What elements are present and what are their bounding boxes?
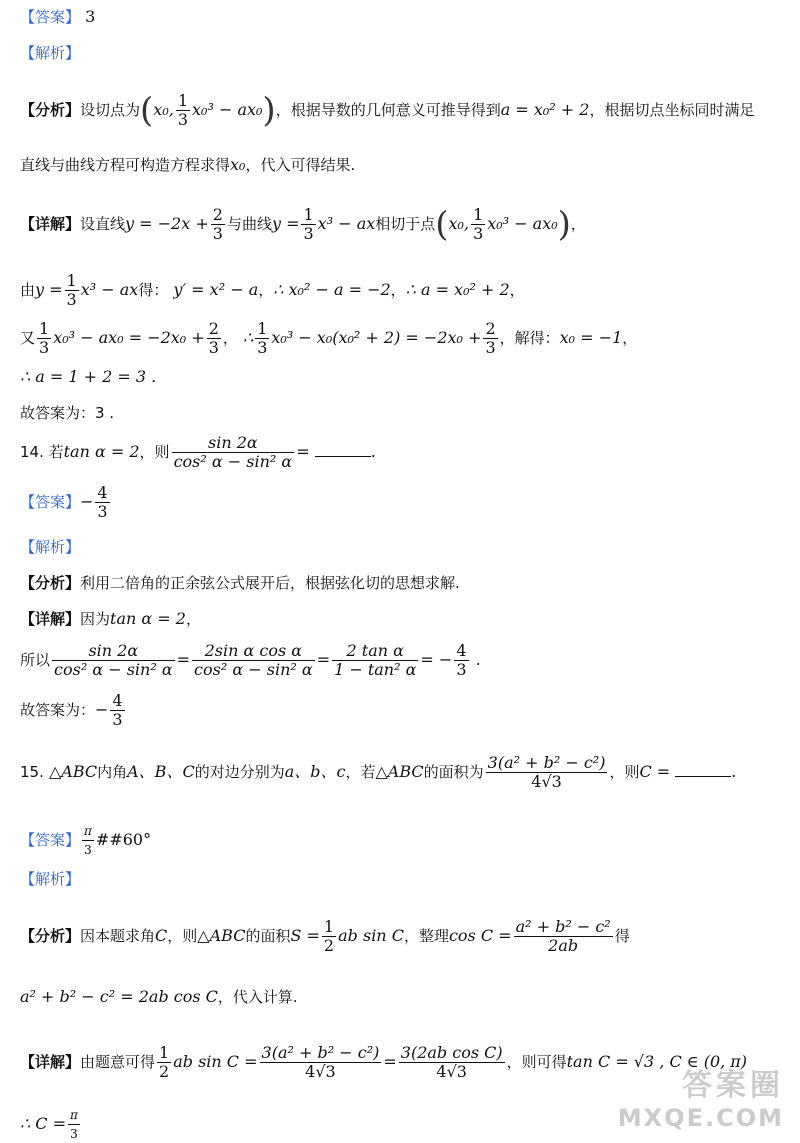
fraction: $\frac{4}{3}$ (456, 641, 467, 679)
detail-text: 与曲线 (226, 215, 272, 233)
equals: = (316, 650, 331, 669)
math-expr: △ABC (48, 762, 98, 781)
q13-final (20, 402, 114, 424)
q15-answer-line (20, 822, 151, 859)
math-expr: x₀ = −1 (559, 328, 623, 347)
watermark-logo (618, 1060, 784, 1132)
punct: ， (185, 610, 201, 628)
math-expr: x₀ (230, 155, 246, 174)
fenxi-tag: 【分析】 (20, 101, 81, 119)
fenxi-text: ，整理 (403, 927, 449, 945)
math-expr: x₀³ − ax₀ (192, 100, 263, 119)
math-expr: tan α = 2 (110, 609, 186, 628)
q14-fenxi-line (20, 572, 460, 594)
punct: ， (509, 281, 525, 299)
fraction: $\frac{\text{3(a² + b² − c²)}}{4√3}$ (487, 753, 606, 791)
fraction: $\frac{\sin 2\alpha}{\text{cos² α − sin² α}}$ (173, 433, 293, 471)
fraction: $\frac{1}{3}$ (473, 205, 484, 243)
math-expr: a、b、c (284, 762, 346, 781)
math-expr: a = x₀² + 2 (500, 100, 590, 119)
question-number: 14. 若 (20, 443, 64, 461)
math-expr: ab sin C = (173, 1052, 258, 1071)
math-expr: ∴ a = x₀² + 2 (405, 280, 510, 299)
q13-you-line: 由y = $\frac{1}{3}$ x³ − ax得： y′ = x² − a，∴ x₀² − a = −2，∴ a = x₀² + 2， (20, 271, 525, 309)
q13-you2-line (20, 320, 637, 357)
stem-text: ，则 (139, 443, 170, 461)
fraction: $\frac{1}{3}$ (177, 91, 189, 129)
fenxi-text: 设切点为 (80, 101, 141, 119)
q14-final (20, 692, 127, 729)
punct: ， (390, 281, 406, 299)
math-expr: ab sin C (338, 926, 404, 945)
q14-answer-line (20, 484, 112, 521)
fenxi-text: 因本题求角 (80, 927, 156, 945)
punct: . (475, 650, 481, 669)
q15-analysis-line (20, 868, 80, 890)
detail-tag: 【详解】 (20, 610, 81, 628)
math-expr: tan α = 2 (63, 442, 140, 461)
fraction: $\frac{\text{3(2ab cos C)}}{4√3}$ (400, 1043, 503, 1081)
solve-text: ，解得： (499, 329, 560, 347)
detail-text: 相切于点 (375, 215, 436, 233)
fraction: $\frac{2}{3}$ (208, 319, 219, 357)
fraction: $\frac{\pi}{3}$ (70, 1108, 78, 1141)
fenxi-text: ，则 (167, 927, 198, 945)
math-expr: C (155, 926, 168, 945)
equals: = (383, 1052, 397, 1071)
fraction: $\frac{1}{2}$ (323, 917, 335, 955)
stem-text: 的面积为 (423, 763, 484, 781)
math-expr: C = (639, 762, 671, 781)
q13-fenxi-line1: 【分析】设切点为(x₀, $\frac{1}{3}$ x₀³ − ax₀)，根据导数的几何意义可推导得到a = x₀² + 2，根据切点坐标同时满足 (20, 90, 755, 131)
math-expr: △ABC (197, 926, 246, 945)
q15-fenxi-line2 (20, 986, 298, 1008)
fraction: $\frac{1}{3}$ (303, 205, 314, 243)
fraction: $\frac{4}{3}$ (112, 691, 123, 729)
detail-text: 因为 (80, 610, 111, 628)
conclusion-text: ∴ a = 1 + 2 = 3 . (20, 367, 157, 386)
punct: . (370, 442, 376, 461)
question-number: 15. (20, 763, 44, 781)
math-expr: ∴ x₀² − a = −2 (273, 280, 391, 299)
fraction: $\frac{\pi}{3}$ (84, 824, 92, 857)
q13-detail-line: 【详解】设直线y = −2x + $\frac{2}{3}$ 与曲线y = $\frac{1}{3}$ x³ − ax相切于点(x₀, $\frac{1}{3}$ x₀³ − ax₀)， (20, 204, 586, 245)
math-expr: x₀³ − ax₀ = −2x₀ + (53, 328, 205, 347)
math-expr: y′ = x² − a (173, 280, 259, 299)
detail-tag: 【详解】 (20, 1053, 81, 1071)
detail-text: 设直线 (80, 215, 126, 233)
you-de: 得： (138, 281, 169, 299)
fenxi-text: 得 (614, 927, 630, 945)
sign: = − (420, 650, 453, 669)
answer-tag: 【答案】 (20, 493, 81, 511)
suoyi-text: 所以 (20, 651, 51, 669)
stem-text: ，若 (345, 763, 376, 781)
fraction: $\frac{1}{3}$ (66, 271, 77, 309)
math-expr: tan C = √3 , C ∈ (0, π) (566, 1052, 748, 1071)
fraction: $\frac{1}{2}$ (159, 1043, 170, 1081)
answer-tag: 【答案】 (20, 831, 81, 849)
analysis-tag: 【解析】 (20, 44, 81, 62)
q14-suoyi-line (20, 642, 481, 679)
therefore: ∴ (243, 328, 254, 347)
analysis-tag: 【解析】 (20, 870, 81, 888)
analysis-tag: 【解析】 (20, 538, 81, 556)
watermark-top-text: 答案圈 (682, 1068, 784, 1103)
punct: ， (258, 281, 274, 299)
sign: − (95, 700, 109, 719)
fraction: $\frac{2}{3}$ (212, 205, 223, 243)
conclusion-text: ∴ C = (20, 1114, 66, 1133)
equals: = (296, 442, 310, 461)
fenxi-text: ，根据导数的几何意义可推导得到 (275, 101, 501, 119)
fraction: $\frac{1}{3}$ (257, 319, 268, 357)
watermark-bottom-text: MXQE.COM (617, 1104, 784, 1132)
answer-blank (315, 444, 371, 457)
fenxi-tag: 【分析】 (20, 574, 81, 592)
final-answer-text: 故答案为： (20, 701, 96, 719)
stem-text: ，则 (609, 763, 640, 781)
q13-analysis-line (20, 42, 80, 64)
final-answer-text: 故答案为：3 . (20, 404, 115, 422)
q14-stem (20, 434, 376, 471)
fenxi-text: 直线与曲线方程可构造方程求得 (20, 156, 231, 174)
answer-alt: ##60° (95, 830, 152, 849)
punct: . (731, 762, 737, 781)
fraction: $\frac{\text{3(a² + b² − c²)}}{4√3}$ (261, 1043, 380, 1081)
you2-label: 又 (20, 329, 36, 347)
fraction: $\frac{\text{a² + b² − c²}}{2ab}$ (515, 917, 611, 955)
q15-fenxi-line1 (20, 918, 630, 955)
math-expr: S = (290, 926, 320, 945)
sign: − (80, 492, 94, 511)
fenxi-text: ，代入可得结果. (245, 156, 356, 174)
fraction: $\frac{\text{2sin α cos α}}{\text{cos² α − sin² α}}$ (194, 641, 313, 679)
math-expr: a² + b² − c² = 2ab cos C (20, 987, 218, 1006)
q14-analysis-line (20, 536, 80, 558)
fenxi-text: ，根据切点坐标同时满足 (589, 101, 755, 119)
punct: ， (222, 329, 238, 347)
math-expr: y = (271, 214, 300, 233)
math-expr: x₀³ − ax₀ (487, 214, 558, 233)
fraction: $\frac{1}{3}$ (39, 319, 50, 357)
q15-conclusion (20, 1106, 82, 1143)
punct: ， (622, 329, 638, 347)
you-label: 由 (20, 281, 36, 299)
answer-value: 3 (85, 7, 96, 26)
equals: = (176, 650, 191, 669)
fenxi-tag: 【分析】 (20, 927, 81, 945)
fenxi-text: ，代入计算. (217, 988, 298, 1006)
q15-stem (20, 754, 736, 791)
punct: ， (570, 215, 586, 233)
math-expr: x₀, (153, 100, 174, 119)
fenxi-text: 的面积 (245, 927, 291, 945)
fraction: $\frac{\sin 2\alpha}{\text{cos² α − sin² α}}$ (54, 641, 173, 679)
math-expr: x³ − ax (317, 214, 376, 233)
detail-text: ，则可得 (506, 1053, 567, 1071)
math-expr: A、B、C (127, 762, 195, 781)
math-expr: x₀³ − x₀(x₀² + 2) = −2x₀ + (271, 328, 482, 347)
math-expr: y = −2x + (125, 214, 209, 233)
detail-text: 由题意可得 (80, 1053, 156, 1071)
q13-conclusion (20, 366, 156, 388)
q13-fenxi-line2 (20, 154, 355, 176)
fenxi-text: 利用二倍角的正余弦公式展开后，根据弦化切的思想求解. (80, 574, 460, 592)
math-expr: x³ − ax (80, 280, 139, 299)
stem-text: 的对边分别为 (194, 763, 285, 781)
detail-tag: 【详解】 (20, 215, 81, 233)
math-expr: cos C = (448, 926, 512, 945)
q13-answer-line (20, 6, 95, 28)
math-expr: △ABC (375, 762, 424, 781)
fraction: $\frac{2}{3}$ (485, 319, 496, 357)
answer-blank (675, 764, 731, 777)
stem-text: 内角 (97, 763, 128, 781)
fraction: $\frac{\text{2 tan α}}{\text{1 − tan² α}}$ (334, 641, 417, 679)
answer-tag: 【答案】 (20, 8, 81, 26)
fraction: $\frac{4}{3}$ (97, 483, 108, 521)
q14-detail-line (20, 608, 201, 630)
